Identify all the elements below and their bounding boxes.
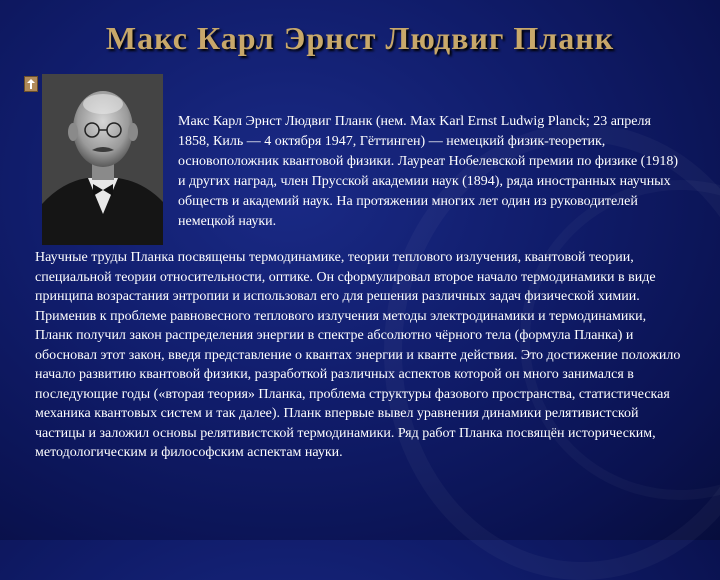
body-paragraph: Научные труды Планка посвящены термодинамике, теории теплового излучения, квантовой теории, специальной теории относительности, оптике. Он сформулировал второе начало термодинамики в виде принципа возрастания энтропии и использовал его для решения различных задач физической химии. Применив к проблеме равновесного теплового излучения методы электродинамики и термодинамики, Планк получил закон распределения энергии в спектре абсолютно чёрного тела (формула Планка) и обосновал этот закон, введя представление о квантах энергии и кванте действия. Это достижение положило начало развитию квантовой физики, разработкой различных аспектов которой он много занимался в последующие годы («вторая теория» Планка, проблема структуры фазового пространства, статистическая механика квантовых систем и так далее). Планк впервые вывел уравнения динамики релятивистской частицы и заложил основы релятивистской термодинамики. Ряд работ Планка посвящён историческим, методологическим и философским аспектам науки.: [35, 250, 681, 460]
nav-up-button[interactable]: [24, 76, 38, 92]
slide-title: Макс Карл Эрнст Людвиг Планк: [105, 20, 615, 56]
portrait-photo: [42, 74, 163, 245]
intro-paragraph: Макс Карл Эрнст Людвиг Планк (нем. Max Karl Ernst Ludwig Planck; 23 апреля 1858, Киль — 4 октября 1947, Гёттинген) — немецкий физик-теоретик, основоположник квантовой физики. Лауреат Нобелевской премии по физике (1918) и других наград, член Прусской академии наук (1894), ряда иностранных научных обществ и академий наук. На протяжении многих лет один из руководителей немецкой науки.: [178, 114, 678, 229]
arrow-up-icon: [26, 78, 36, 90]
